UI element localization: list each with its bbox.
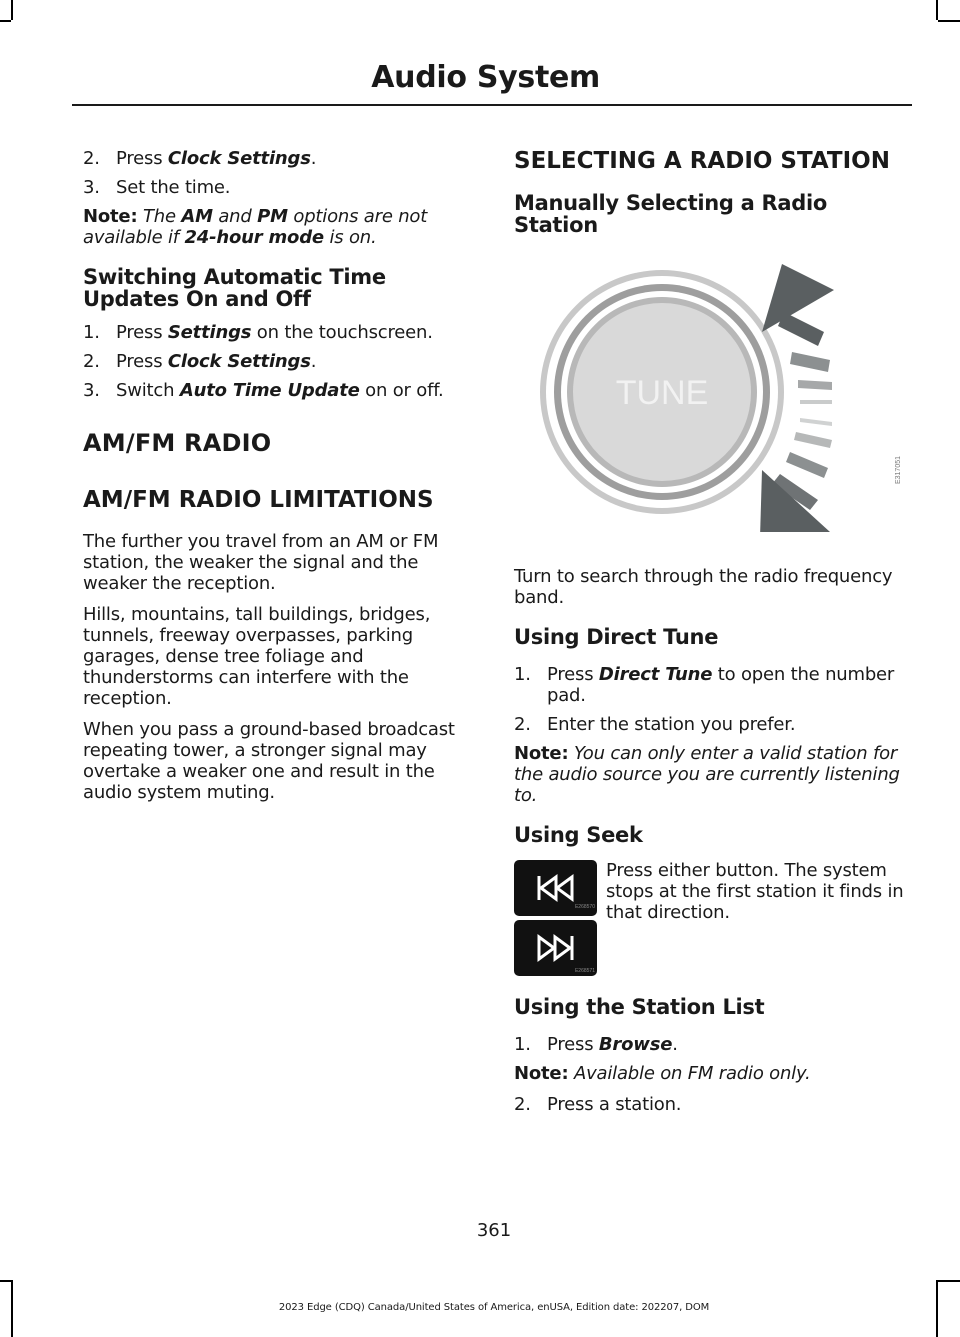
note-text: options are not available if (83, 206, 428, 248)
crop-mark (11, 0, 13, 20)
step-text-pre: Press (547, 664, 599, 685)
paragraph: The further you travel from an AM or FM station, the weaker the signal and the weaker the reception. (83, 531, 439, 594)
tune-knob-icon (514, 242, 906, 532)
step-text-post: . (310, 351, 317, 372)
step-text-pre: Switch (116, 380, 180, 401)
step-number: 1. (514, 1034, 531, 1055)
step-number: 3. (83, 380, 100, 401)
step-text (116, 322, 475, 343)
ui-term: Clock Settings (167, 148, 311, 169)
step-text (116, 380, 475, 401)
step-item (514, 714, 906, 735)
seek-buttons-block (514, 860, 906, 976)
figure-code: E268570 (574, 904, 595, 910)
figure-code: E317051 (895, 456, 902, 485)
step-number: 2. (83, 148, 100, 169)
section-heading: AM/FM RADIO LIMITATIONS (83, 487, 434, 513)
chapter-heading: AM/FM RADIO (83, 429, 272, 457)
subsection-heading: Using the Station List (514, 995, 765, 1019)
step-number: 2. (514, 1094, 531, 1115)
subsection-heading: Using Seek (514, 823, 643, 847)
step-text (116, 351, 475, 372)
right-column (514, 148, 906, 1123)
ui-term: PM (257, 206, 288, 227)
step-text-post: to open the number pad. (547, 664, 895, 706)
step-item (83, 148, 475, 169)
header-rule (72, 104, 912, 106)
figure-code: E268571 (574, 968, 595, 974)
note-label: Note: (514, 743, 569, 764)
step-number: 2. (514, 714, 531, 735)
step-number: 1. (514, 664, 531, 685)
note-label: Note: (83, 206, 138, 227)
ui-term: Browse (598, 1034, 673, 1055)
seek-previous-button[interactable] (514, 860, 597, 916)
step-text-post: on or off. (359, 380, 444, 401)
note (514, 743, 906, 806)
step-text (547, 1034, 906, 1055)
step-item (83, 380, 475, 401)
paragraph: Turn to search through the radio frequency band. (514, 566, 893, 608)
step-item (83, 177, 475, 198)
section-heading: Switching Automatic Time Updates On and Off (83, 265, 386, 311)
step-text: Press a station. (547, 1094, 682, 1115)
note-text: The (137, 206, 182, 227)
step-text (547, 664, 906, 706)
skip-next-icon (514, 920, 597, 976)
crop-mark (0, 20, 11, 22)
step-item (514, 1034, 906, 1055)
step-text-pre: Press (547, 1034, 599, 1055)
page-number: 361 (476, 1220, 512, 1241)
note-body: Available on FM radio only. (568, 1063, 811, 1084)
ui-term: Clock Settings (167, 351, 311, 372)
note-text: and (212, 206, 258, 227)
tune-knob-illustration (514, 242, 906, 532)
step-text-pre: Press (116, 351, 168, 372)
step-text-post: on the touchscreen. (251, 322, 433, 343)
note (83, 206, 475, 248)
note (514, 1063, 906, 1084)
section-heading: SELECTING A RADIO STATION (514, 148, 890, 174)
crop-mark (938, 1280, 960, 1282)
crop-mark (0, 1280, 11, 1282)
step-item (83, 351, 475, 372)
crop-mark (938, 20, 960, 22)
paragraph: Hills, mountains, tall buildings, bridges, tunnels, freeway overpasses, parking garages, dense tree foliage and thunderstorms can interfere with the reception. (83, 604, 431, 709)
left-column (83, 148, 475, 813)
step-text-post: . (672, 1034, 678, 1055)
step-item (83, 322, 475, 343)
note-text: is on. (323, 227, 377, 248)
skip-previous-icon (514, 860, 597, 916)
paragraph: When you pass a ground-based broadcast repeating tower, a stronger signal may overtake a weaker one and result in the audio system muting. (83, 719, 455, 803)
subsection-heading: Manually Selecting a Radio Station (514, 191, 828, 237)
ui-term: Direct Tune (598, 664, 713, 685)
step-text: Enter the station you prefer. (547, 714, 796, 735)
tune-label: TUNE (615, 374, 709, 412)
step-text-pre: Press (116, 322, 168, 343)
step-item (514, 1094, 906, 1115)
step-number: 1. (83, 322, 100, 343)
ui-term: 24-hour mode (184, 227, 324, 248)
ui-term: Settings (167, 322, 252, 343)
note-body: You can only enter a valid station for the audio source you are currently listening to. (514, 743, 900, 806)
step-text-pre: Press (116, 148, 168, 169)
page-header-title: Audio System (371, 60, 600, 95)
step-text-post: . (310, 148, 317, 169)
step-number: 2. (83, 351, 100, 372)
note-label: Note: (514, 1063, 569, 1084)
step-item (514, 664, 906, 706)
page-footer: 2023 Edge (CDQ) Canada/United States of America, enUSA, Edition date: 202207, DOM (278, 1302, 710, 1313)
step-text (116, 148, 475, 169)
crop-mark (936, 0, 938, 20)
seek-next-button[interactable] (514, 920, 597, 976)
subsection-heading: Using Direct Tune (514, 625, 719, 649)
ui-term: Auto Time Update (179, 380, 360, 401)
ui-term: AM (181, 206, 213, 227)
seek-description: Press either button. The system stops at the first station it finds in that direction. (606, 860, 904, 923)
step-text: Set the time. (116, 177, 231, 198)
step-number: 3. (83, 177, 100, 198)
